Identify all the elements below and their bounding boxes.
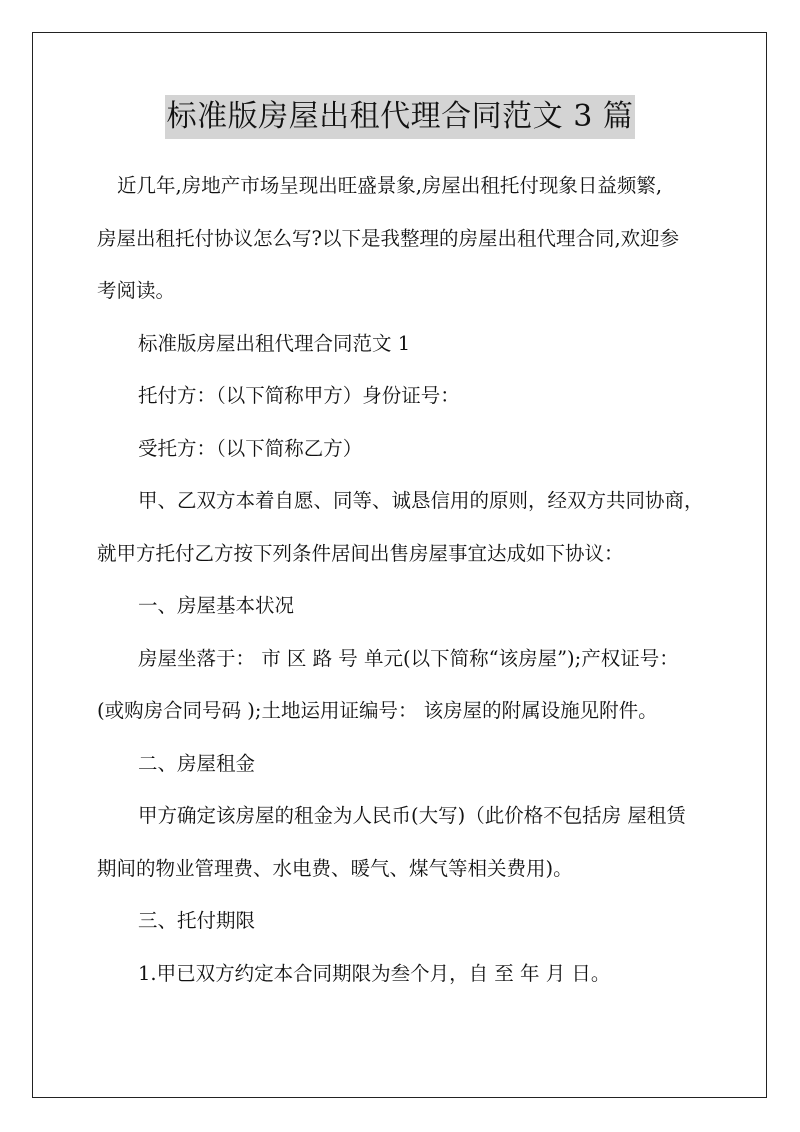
section-heading: 三、托付期限 — [138, 909, 256, 932]
paragraph-line: 近几年,房地产市场呈现出旺盛景象,房屋出租托付现象日益频繁, — [117, 174, 663, 197]
paragraph-line: 受托方：（以下简称乙方） — [138, 436, 363, 460]
paragraph-line: 就甲方托付乙方按下列条件居间出售房屋事宜达成如下协议： — [97, 541, 624, 565]
paragraph-line: 甲方确定该房屋的租金为人民币(大写)（此价格不包括房 屋租赁 — [138, 804, 686, 827]
paragraph-line: (或购房合同号码 );土地运用证编号： 该房屋的附属设施见附件。 — [97, 699, 658, 722]
section-heading: 一、房屋基本状况 — [138, 594, 295, 617]
paragraph-line: 房屋坐落于： 市 区 路 号 单元(以下简称“该房屋”);产权证号： — [138, 646, 679, 670]
section-heading: 二、房屋租金 — [138, 751, 256, 775]
paragraph-line: 甲、乙双方本着自愿、同等、诚恳信用的原则，经双方共同协商， — [138, 489, 704, 512]
paragraph-line: 考阅读。 — [97, 279, 176, 302]
document-body — [97, 160, 707, 1000]
paragraph-line: 期间的物业管理费、水电费、暖气、煤气等相关费用)。 — [97, 856, 573, 880]
title-container — [0, 95, 800, 139]
document-title: 标准版房屋出租代理合同范文 3 篇 — [165, 95, 636, 139]
paragraph-line: 1.甲已双方约定本合同期限为叁个月，自 至 年 月 日。 — [138, 961, 611, 985]
section-heading: 标准版房屋出租代理合同范文 1 — [138, 331, 411, 355]
paragraph-line: 房屋出租托付协议怎么写?以下是我整理的房屋出租代理合同,欢迎参 — [97, 226, 680, 250]
paragraph-line: 托付方：（以下简称甲方）身份证号： — [138, 384, 460, 407]
